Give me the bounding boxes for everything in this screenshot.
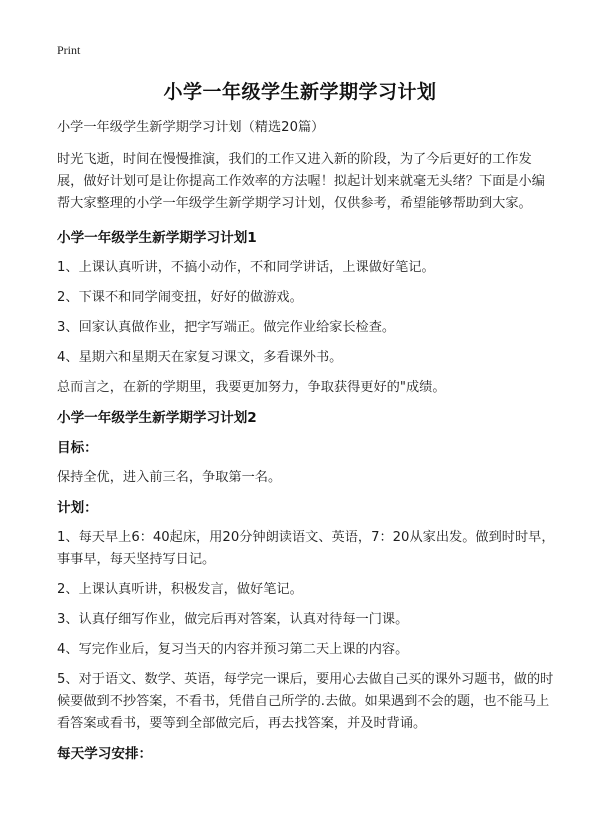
plan2-item: 5、对于语文、数学、英语，每学完一课后，要用心去做自己买的课外习题书，做的时候要做到不抄答案，不看书，凭借自己所学的.去做。如果遇到不会的题，也不能马上看答案或看书，要等到全部做完后，再去找答案，并及时背诵。 bbox=[57, 672, 554, 731]
intro-paragraph: 时光飞逝，时间在慢慢推演，我们的工作又进入新的阶段，为了今后更好的工作发展，做好计划可是让你提高工作效率的方法喔！拟起计划来就毫无头绪？下面是小编帮大家整理的小学一年级学生新学期学习计划，仅供参考，希望能够帮助到大家。 bbox=[57, 152, 545, 211]
goal-heading: 目标： bbox=[57, 440, 98, 456]
print-link[interactable]: Print bbox=[57, 43, 81, 57]
plan1-item: 2、下课不和同学闹变扭，好好的做游戏。 bbox=[57, 290, 303, 305]
plan1-heading: 小学一年级学生新学期学习计划1 bbox=[57, 230, 257, 246]
plan1-item: 3、回家认真做作业，把字写端正。做完作业给家长检查。 bbox=[57, 320, 396, 335]
daily-schedule-heading: 每天学习安排： bbox=[57, 746, 153, 762]
plan1-section bbox=[57, 227, 555, 399]
document-subtitle: 小学一年级学生新学期学习计划（精选20篇） bbox=[57, 120, 325, 135]
plan2-item: 4、写完作业后，复习当天的内容并预习第二天上课的内容。 bbox=[57, 642, 409, 657]
plan1-closing: 总而言之，在新的学期里，我要更加努力，争取获得更好的"成绩。 bbox=[57, 380, 446, 395]
page-title: 小学一年级学生新学期学习计划 bbox=[163, 81, 437, 103]
document-body bbox=[57, 117, 555, 773]
plan2-item: 3、认真仔细写作业，做完后再对答案，认真对待每一门课。 bbox=[57, 612, 409, 627]
plan1-item: 4、星期六和星期天在家复习课文，多看课外书。 bbox=[57, 350, 343, 365]
plan2-item: 1、每天早上6：40起床，用20分钟朗读语文、英语，7：20从家出发。做到时时早，事事早，每天坚持写日记。 bbox=[57, 530, 555, 567]
plan1-item: 1、上课认真听讲，不搞小动作，不和同学讲话，上课做好笔记。 bbox=[57, 260, 435, 275]
plan2-item: 2、上课认真听讲，积极发言，做好笔记。 bbox=[57, 582, 303, 597]
plan-heading: 计划： bbox=[57, 500, 98, 516]
goal-text: 保持全优，进入前三名，争取第一名。 bbox=[57, 470, 282, 485]
plan2-section bbox=[57, 407, 555, 765]
plan2-heading: 小学一年级学生新学期学习计划2 bbox=[57, 410, 257, 426]
